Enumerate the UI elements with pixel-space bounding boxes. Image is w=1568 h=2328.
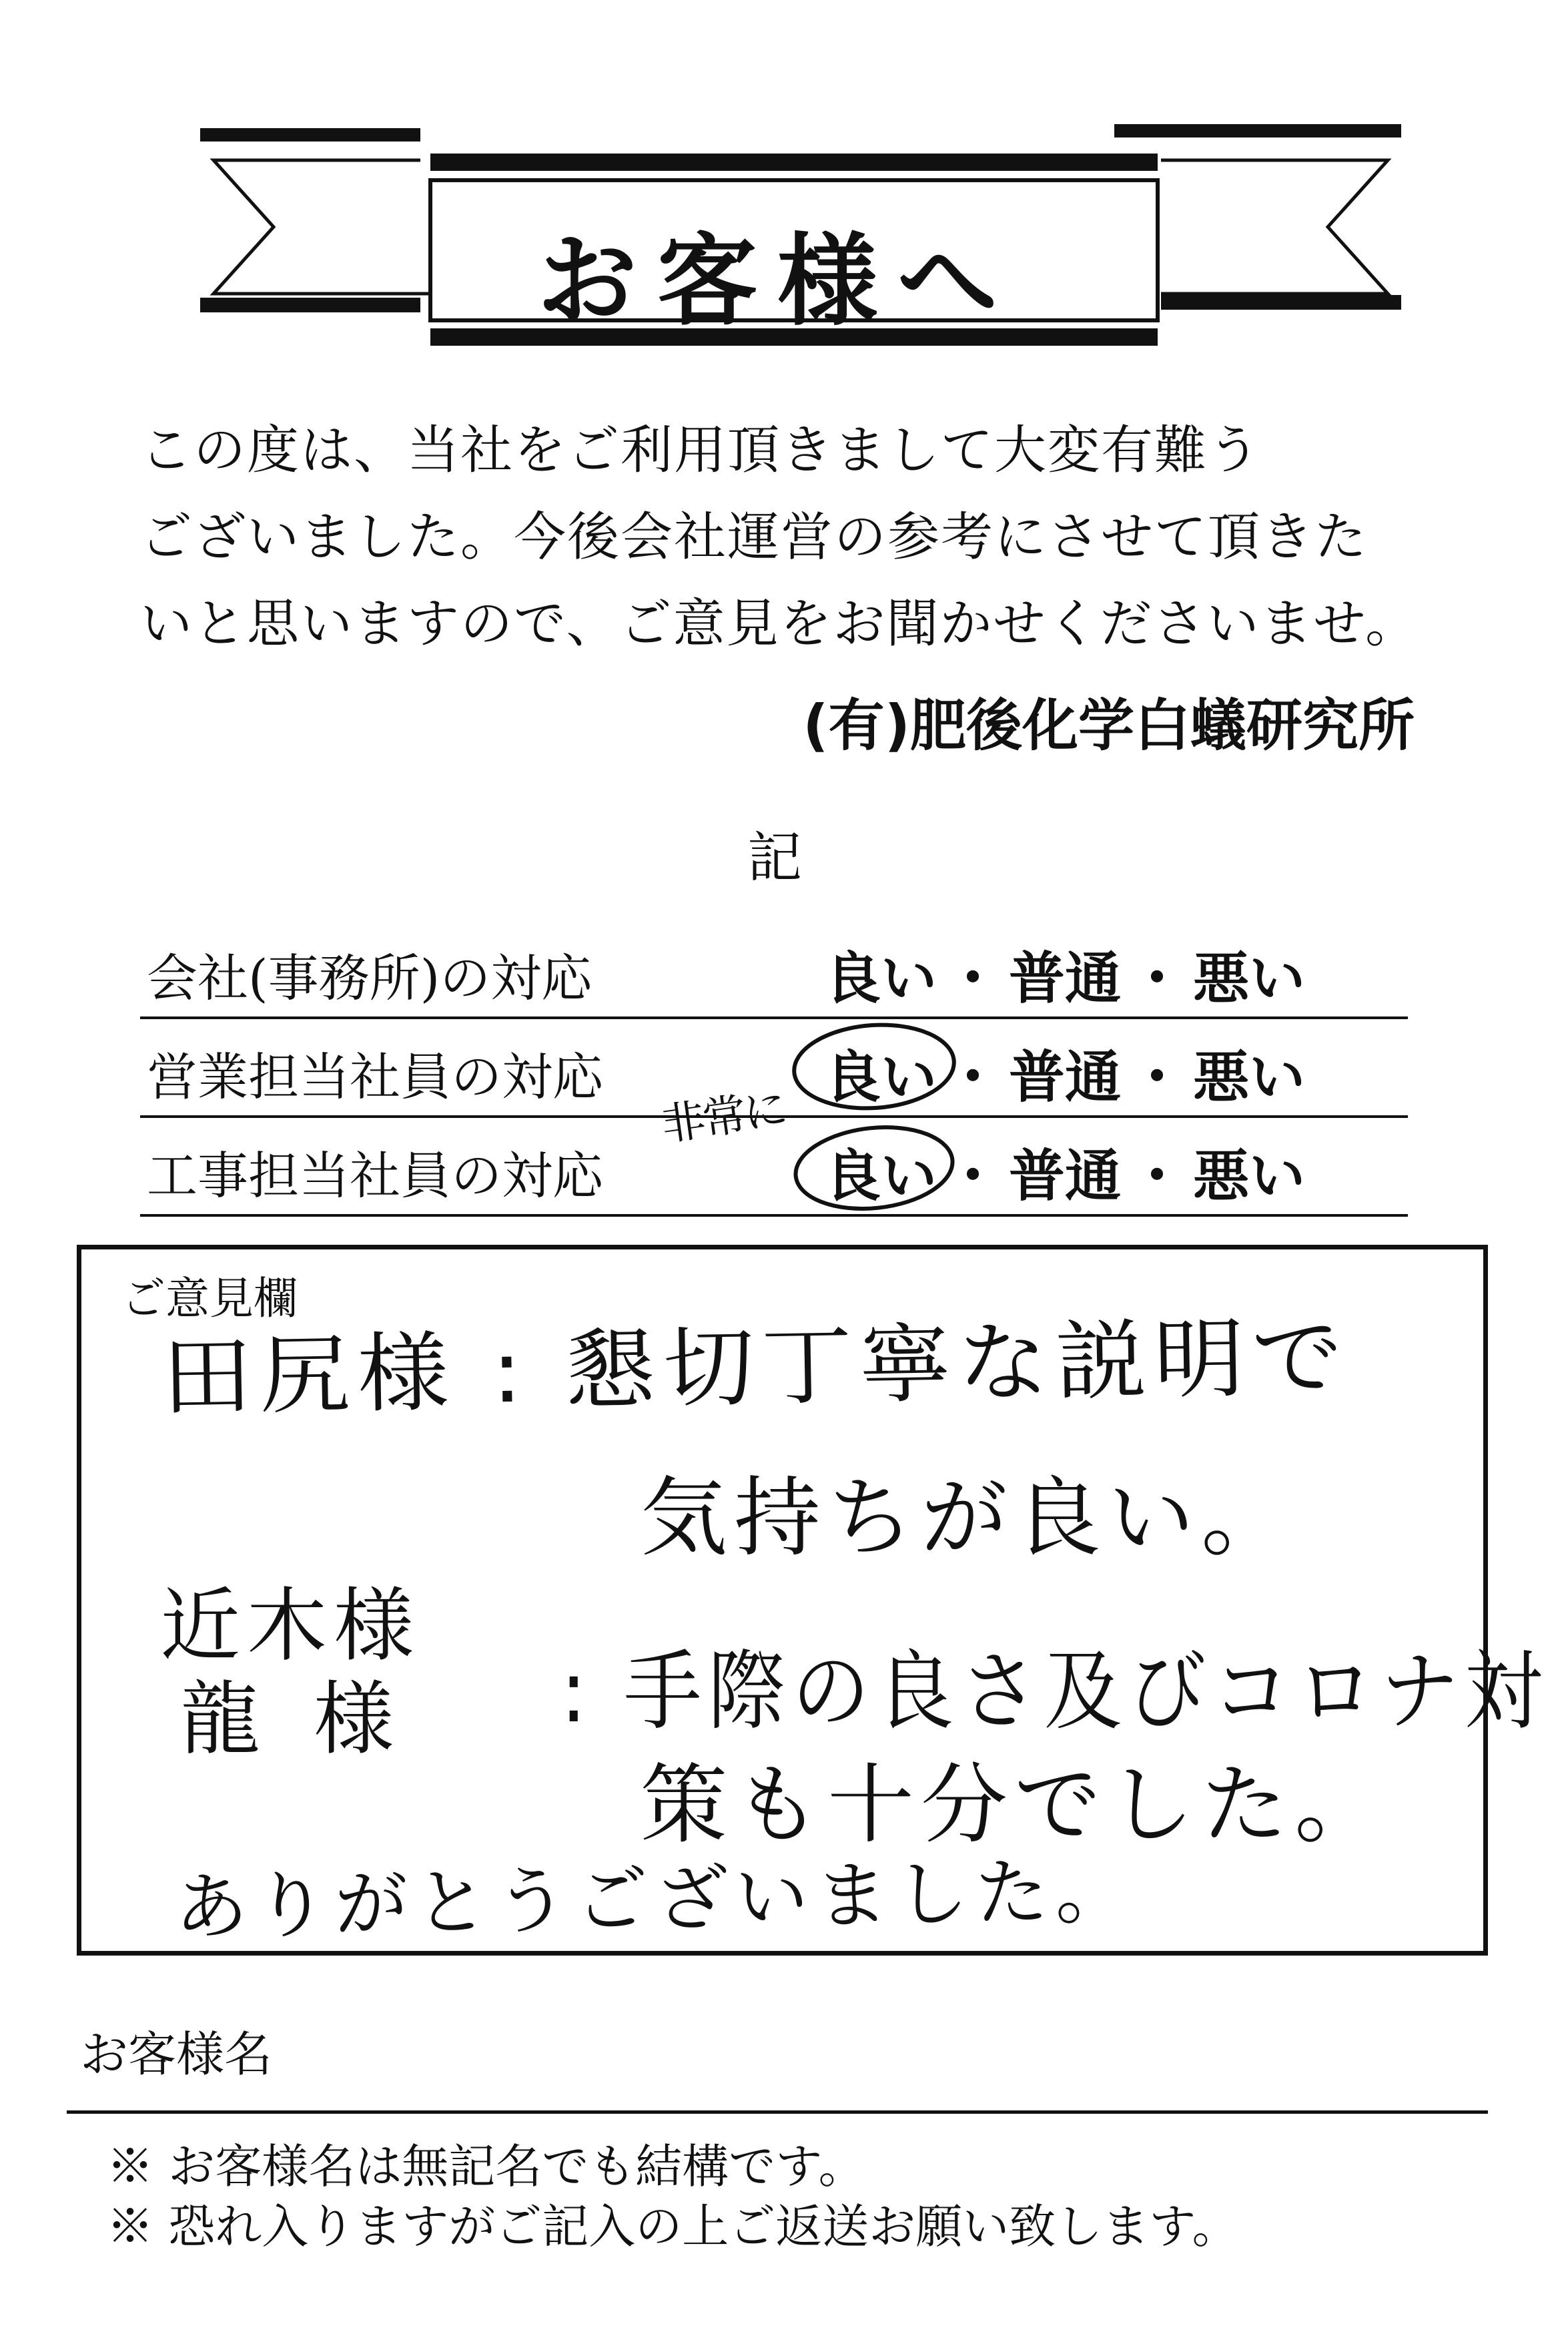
handwritten-line: 策も十分でした。 xyxy=(641,1754,1389,1855)
intro-line-3: いと思いますので、ご意見をお聞かせくださいませ。 xyxy=(140,594,1419,654)
handwritten-line: 龍様 xyxy=(180,1673,447,1766)
survey-question: 会社(事務所)の対応 xyxy=(147,948,593,1008)
option-normal[interactable]: 普通 xyxy=(1009,1143,1122,1209)
survey-options xyxy=(821,934,1309,1014)
circle-marks xyxy=(787,1014,974,1228)
intro-line-1: この度は、当社をご利用頂きまして大変有難う xyxy=(140,420,1262,481)
option-bad[interactable]: 悪い xyxy=(1193,1143,1306,1209)
survey-question: 工事担当社員の対応 xyxy=(147,1146,603,1205)
option-good[interactable]: 良い xyxy=(825,1044,937,1110)
survey-row-office xyxy=(140,918,1408,1019)
customer-name-line xyxy=(67,2110,1488,2114)
survey-question: 営業担当社員の対応 xyxy=(147,1047,603,1107)
option-bad[interactable]: 悪い xyxy=(1193,1044,1306,1110)
customer-name-label: お客様名 xyxy=(80,2026,273,2082)
handwritten-line: ありがとうございました。 xyxy=(173,1847,1136,1950)
handwritten-side-note: 非常に xyxy=(658,1083,789,1151)
option-normal[interactable]: 普通 xyxy=(1009,1044,1122,1110)
handwritten-line: : 手際の良さ及びコロナ対 xyxy=(560,1641,1549,1742)
option-separator: ・ xyxy=(1129,1044,1186,1110)
note-1: ※ お客様名は無記名でも結構です。 xyxy=(107,2139,865,2194)
handwritten-line: 気持ちが良い。 xyxy=(641,1467,1295,1568)
option-good[interactable]: 良い xyxy=(825,945,937,1011)
intro-line-2: ございました。今後会社運営の参考にさせて頂きた xyxy=(140,507,1368,567)
handwritten-line: 近木様 xyxy=(160,1580,420,1673)
note-2: ※ 恐れ入りますがご記入の上ご返送お願い致します。 xyxy=(107,2199,1239,2254)
option-separator: ・ xyxy=(1129,1143,1186,1209)
opinion-label: ご意見欄 xyxy=(121,1273,298,1324)
option-separator: ・ xyxy=(945,1143,1002,1209)
option-separator: ・ xyxy=(1129,945,1186,1011)
company-name: (有)肥後化学白蟻研究所 xyxy=(803,693,1415,758)
option-bad[interactable]: 悪い xyxy=(1193,945,1306,1011)
option-normal[interactable]: 普通 xyxy=(1009,945,1122,1011)
option-separator: ・ xyxy=(945,1044,1002,1110)
ki-heading: 記 xyxy=(747,826,803,890)
handwritten-line: 田尻様 : 懇切丁寧な説明で xyxy=(160,1305,1351,1428)
option-good[interactable]: 良い xyxy=(825,1143,937,1209)
option-separator: ・ xyxy=(945,945,1002,1011)
banner-title: お客様へ xyxy=(537,222,1018,340)
